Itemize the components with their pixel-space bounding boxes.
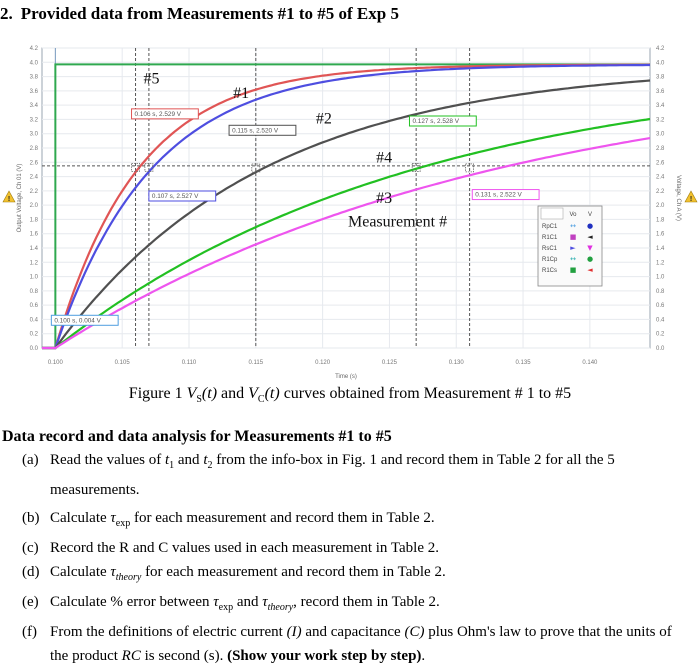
x-tick-label: 0.115 [248,360,264,366]
page-heading [0,4,399,24]
question-f-label: (f) [22,624,37,640]
question-f-text3: plus Ohm's law to prove that the units of the product [50,624,672,664]
question-e-label: (e) [22,594,39,610]
y-tick-label: 4.2 [29,46,38,52]
question-c [22,536,682,560]
y-tick-label-right: 1.2 [656,260,665,267]
y-tick-label-right: 3.8 [656,74,665,81]
curve-label-4: #4 [376,149,393,167]
voltage-chart [0,32,700,382]
legend-marker-icon: ● [586,255,594,263]
y-tick-label-right: 3.2 [656,117,665,124]
question-e-tau2: τ [262,594,268,610]
y-tick-label: 2.0 [29,203,38,210]
x-tick-label: 0.105 [114,360,130,366]
y-tick-label: 2.2 [29,188,38,195]
info-box-text: 0.127 s, 2.528 V [412,118,460,125]
y-tick-label: 4.0 [29,60,38,67]
heading-number: 2. [0,4,13,23]
question-e [22,590,682,620]
y-tick-label-right: 1.4 [656,246,665,252]
warning-icon-right-mark: ! [689,196,693,203]
question-f-text2: and capacitance [305,624,401,640]
question-a-text2: from the info-box in Fig. 1 and record them in Table 2 for all the 5 measurements. [50,452,615,498]
caption-prefix: Figure 1 [128,385,183,402]
y-tick-label-right: 2.6 [656,160,665,167]
question-a-label: (a) [22,452,39,468]
curve-label-1: #1 [233,85,250,102]
y-tick-label: 1.2 [29,260,38,267]
info-box-text: 0.131 s, 2.522 V [475,191,522,199]
section-title: Data record and data analysis for Measurements #1 to #5 [2,428,392,445]
y-tick-label-right: 2.2 [656,188,665,195]
x-tick-label: 0.100 [47,360,63,366]
legend-marker-icon: ◄ [587,233,593,241]
legend-row-label: RpC1 [542,224,558,230]
legend-row-label: RsC1 [542,246,558,252]
question-a-t2-symbol: t [203,452,208,468]
heading-text: Provided data from Measurements #1 to #5 of Exp 5 [20,4,399,23]
question-e-and: and [236,594,259,610]
legend-marker-icon: ↔ [570,222,576,230]
measurement-annotation: Measurement # [348,213,448,231]
x-tick-label: 0.140 [582,360,598,366]
y-tick-label-right: 0.2 [656,331,665,338]
y-tick-label-right: 4.0 [656,60,665,67]
question-e-tau1: τ [213,594,219,610]
question-a-and: and [177,452,200,468]
curve-label-5: #5 [143,70,160,88]
y-tick-label: 1.0 [29,274,38,281]
x-tick-label: 0.135 [515,360,531,366]
curve-label-3: #3 [376,190,393,207]
question-a-text1: Read the values of [50,452,162,468]
y-tick-label-right: 4.2 [656,46,665,52]
question-f [22,620,682,668]
y-tick-label: 3.6 [29,88,38,95]
question-b-tau: τ [110,510,116,526]
question-e-text1: Calculate % error between [50,594,210,610]
y-tick-label: 0.2 [29,331,38,338]
legend-row-label: R1Cs [542,268,558,274]
y-tick-label: 0.4 [29,317,38,324]
legend-header-blank [541,208,563,219]
question-a-t1-sub: 1 [169,460,175,471]
y-tick-label-right: 0.6 [656,303,665,310]
x-tick-label: 0.130 [448,360,464,366]
caption-vs: V [186,385,197,402]
question-d-label: (d) [22,564,40,580]
question-d-tau: τ [110,564,116,580]
question-f-end: . [421,648,426,664]
y-tick-label: 3.4 [29,103,38,110]
x-tick-label: 0.125 [381,360,397,366]
question-e-tau2-sub: theory [267,602,294,613]
info-box-text: 0.107 s, 2.527 V [151,193,199,200]
y-tick-label: 2.8 [29,146,38,152]
question-b-text1: Calculate [50,510,107,526]
question-b [22,506,682,536]
y-tick-label: 0.0 [29,346,38,352]
y-tick-label-right: 1.0 [656,274,665,281]
y-tick-label-right: 2.8 [656,146,665,152]
y-axis-label-left: Output Voltage, Ch 01 (V) [17,163,23,233]
y-tick-label-right: 2.4 [656,174,665,181]
y-tick-label: 1.4 [29,246,38,252]
question-e-text2: , record them in Table 2. [293,594,440,610]
y-axis-label-right: Voltage, Ch A (V) [675,175,681,221]
figure-caption [0,385,700,405]
y-tick-label-right: 1.8 [656,217,665,224]
info-box-text: 0.106 s, 2.529 V [134,110,182,118]
y-tick-label-right: 3.4 [656,103,665,110]
y-tick-label: 0.8 [29,288,38,295]
question-f-bold: (Show your work step by step) [227,648,422,664]
y-tick-label-right: 0.4 [656,317,665,324]
question-f-text1: From the definitions of electric current [50,624,283,640]
info-box-text: 0.115 s, 2.520 V [232,127,279,135]
caption-and: and [221,385,245,402]
question-d-text2: for each measurement and record them in Table 2. [145,564,446,580]
legend-marker-icon: ■ [569,233,577,241]
caption-vc-sub: C [257,394,265,406]
legend-row-label: R1C1 [542,235,558,241]
y-tick-label: 1.6 [29,231,38,238]
question-f-capacitance-symbol: (C) [404,624,425,640]
question-f-current-symbol: (I) [286,624,302,640]
question-f-rc: RC [121,648,141,664]
question-d [22,560,682,590]
y-tick-label: 2.6 [29,160,38,167]
question-c-label: (c) [22,540,39,556]
question-b-text2: for each measurement and record them in Table 2. [133,510,435,526]
y-tick-label: 3.2 [29,117,38,124]
legend-header-v: V [587,212,593,218]
question-b-label: (b) [22,510,40,526]
y-tick-label-right: 3.0 [656,131,665,138]
legend-marker-icon: ► [570,244,576,252]
y-tick-label: 1.8 [29,217,38,224]
y-tick-label-right: 2.0 [656,203,665,210]
legend-marker-icon: ● [586,222,594,230]
legend-marker-icon: ■ [569,266,577,274]
legend-header-vo: Vo [569,212,577,218]
question-d-tau-sub: theory [115,572,142,583]
question-d-text1: Calculate [50,564,107,580]
question-b-tau-sub: exp [115,518,131,529]
caption-vs-arg: (t) [201,385,218,402]
legend-marker-icon: ▼ [587,244,593,252]
curve-label-2: #2 [315,110,332,128]
y-tick-label: 3.8 [29,74,38,81]
question-f-text4: is second (s). [144,648,224,664]
caption-vc-arg: (t) [264,385,280,402]
caption-suffix: curves obtained from Measurement # 1 to #5 [283,385,572,402]
question-list [22,448,682,668]
y-tick-label: 0.6 [29,303,38,310]
y-tick-label-right: 0.8 [656,288,665,295]
y-tick-label: 3.0 [29,131,38,138]
legend-row-label: R1Cp [542,257,558,263]
x-tick-label: 0.110 [181,360,197,366]
question-a-t2-sub: 2 [207,460,213,471]
caption-vs-sub: S [196,394,202,406]
y-tick-label-right: 1.6 [656,231,665,238]
question-a [22,448,682,502]
question-c-text: Record the R and C values used in each measurement in Table 2. [50,540,439,556]
warning-icon-mark: ! [7,196,11,203]
x-tick-label: 0.120 [315,360,331,366]
info-box-text: 0.100 s, 0.004 V [54,317,101,325]
y-tick-label-right: 0.0 [656,346,665,352]
question-e-tau1-sub: exp [218,602,234,613]
legend-marker-icon: ◄ [587,266,593,274]
question-a-t1-symbol: t [164,452,170,468]
caption-vc: V [248,385,258,402]
legend-marker-icon: ↔ [570,255,576,263]
x-axis-label: Time (s) [335,374,357,380]
y-tick-label-right: 3.6 [656,88,665,95]
y-tick-label: 2.4 [29,174,38,181]
